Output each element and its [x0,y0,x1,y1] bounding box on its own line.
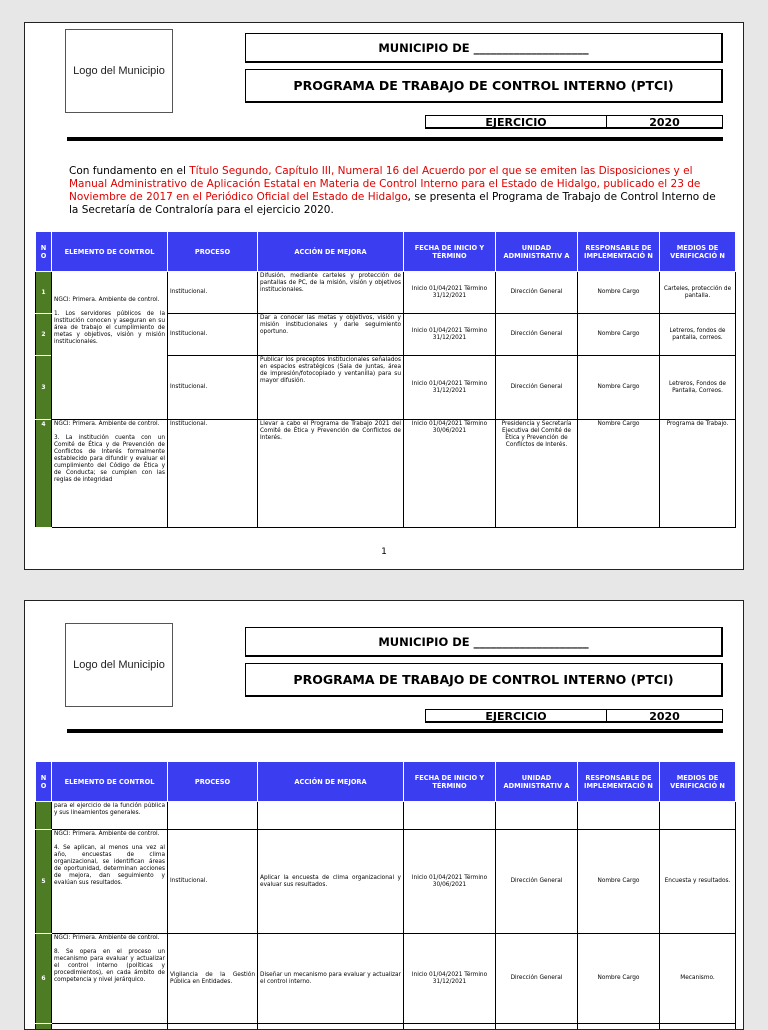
row-fecha: Inicio 01/04/2021 Término 30/06/2021 [404,830,496,934]
row-unidad [496,1024,578,1030]
row-medios: Letreros, Fondos de Pantalla, Correos. [660,356,736,420]
row-unidad: Dirección General [496,272,578,314]
table-header-row [36,762,736,802]
col-header-accion: ACCIÓN DE MEJORA [258,232,404,272]
row-fecha: Inicio 01/04/2021 Término 31/12/2021 [404,934,496,1024]
row-medios [660,1024,736,1030]
row-number: 5 [36,830,52,934]
row-number: 6 [36,934,52,1024]
row-proceso: Vigilancia de la Gestión Pública en Entidades. [168,934,258,1024]
row-responsable: Nombre Cargo [578,934,660,1024]
table-header-row [36,232,736,272]
table-row [36,1024,736,1030]
col-header-medios: MEDIOS DE VERIFICACIÓ N [660,762,736,802]
row-elemento [52,934,168,1024]
row-accion: Llevar a cabo el Programa de Trabajo 2021 del Comité de Ética y Prevención de Conflictos de Interés. [258,420,404,528]
row-accion: Publicar los preceptos Institucionales señalados en espacios estratégicos (Sala de juntas, área de impresión/fotocopiado y ventanilla) para su mayor difusión. [258,356,404,420]
page-number: 1 [25,547,743,557]
col-header-proceso: PROCESO [168,762,258,802]
table-row [36,830,736,934]
municipality-logo-placeholder: Logo del Municipio [65,623,173,707]
col-header-medios: MEDIOS DE VERIFICACIÓ N [660,232,736,272]
row-accion: Aplicar la encuesta de clima organizacional y evaluar sus resultados. [258,830,404,934]
row-responsable: Nombre Cargo [578,272,660,314]
row-fecha [404,802,496,830]
intro-text-2: , se presenta el Programa de Trabajo de Control Interno de la Secretaría de Contraloría para el ejercicio 2020. [69,191,716,216]
col-header-responsable: RESPONSABLE DE IMPLEMENTACIÓ N [578,232,660,272]
page-2 [24,600,744,1030]
ejercicio-label: EJERCICIO [426,710,607,721]
row-number [36,1024,52,1030]
intro-legal-reference: Título Segundo, Capítulo III, Numeral 16 del Acuerdo por el que se emiten las Disposiciones y el Manual Administrativo de Aplicación Estatal en Materia de Control Interno para el Estado de Hidalgo, publicado el 23 de Noviembre de 2017 en el Periódico Oficial del Estado de Hidalgo [69,165,700,203]
row-accion: Difusión, mediante carteles y protección de pantallas de PC, de la misión, visión y objetivos institucionales. [258,272,404,314]
header-rule [67,137,723,141]
table-row [36,420,736,528]
row-fecha: Inicio 01/04/2021 Término 31/12/2021 [404,314,496,356]
row-proceso: Institucional. [168,272,258,314]
elemento-ngci: NGCI: Primera. Ambiente de control. [54,831,165,838]
municipio-title: MUNICIPIO DE ____________________ [245,33,723,63]
elemento-description: 1. Los servidores públicos de la Institución conocen y aseguran en su área de trabajo el cumplimiento de metas y objetivos, visión y misión institucionales. [54,311,165,346]
row-fecha: Inicio 01/04/2021 Término 31/12/2021 [404,272,496,314]
intro-text-1: Con fundamento en el [69,165,189,177]
row-unidad [496,802,578,830]
row-accion: Diseñar un mecanismo para evaluar y actualizar el control interno. [258,934,404,1024]
row-medios [660,802,736,830]
municipio-title: MUNICIPIO DE ____________________ [245,627,723,657]
municipality-logo-placeholder: Logo del Municipio [65,29,173,113]
header-rule [67,729,723,733]
col-header-accion: ACCIÓN DE MEJORA [258,762,404,802]
row-elemento [52,830,168,934]
table-row [36,802,736,830]
row-number [36,802,52,830]
row-number: 2 [36,314,52,356]
row-unidad: Dirección General [496,934,578,1024]
col-header-responsable: RESPONSABLE DE IMPLEMENTACIÓ N [578,762,660,802]
row-fecha [404,1024,496,1030]
row-fecha: Inicio 01/04/2021 Término 30/06/2021 [404,420,496,528]
row-medios: Programa de Trabajo. [660,420,736,528]
col-header-no: N O [36,232,52,272]
row-number: 1 [36,272,52,314]
row-proceso [168,802,258,830]
program-title: PROGRAMA DE TRABAJO DE CONTROL INTERNO (PTCI) [245,663,723,697]
row-unidad: Dirección General [496,830,578,934]
col-header-unidad: UNIDAD ADMINISTRATIV A [496,762,578,802]
col-header-elemento: ELEMENTO DE CONTROL [52,232,168,272]
elemento-description: 8. Se opera en el proceso un mecanismo para evaluar y actualizar el control interno (políticas y procedimientos), en cada ámbito de competencia y nivel jerárquico. [54,949,165,984]
ejercicio-year: 2020 [607,116,722,127]
col-header-fecha: FECHA DE INICIO Y TÉRMINO [404,232,496,272]
row-unidad: Presidencia y Secretaría Ejecutiva del Comité de Ética y Prevención de Conflictos de Interés. [496,420,578,528]
row-unidad: Dirección General [496,314,578,356]
col-header-fecha: FECHA DE INICIO Y TÉRMINO [404,762,496,802]
row-accion [258,1024,404,1030]
row-elemento [52,1024,168,1030]
program-title: PROGRAMA DE TRABAJO DE CONTROL INTERNO (PTCI) [245,69,723,103]
row-responsable [578,1024,660,1030]
col-header-proceso: PROCESO [168,232,258,272]
row-proceso: Institucional. [168,356,258,420]
row-accion [258,802,404,830]
row-elemento-continued: para el ejercicio de la función pública y sus lineamientos generales. [52,802,168,830]
row-responsable: Nombre Cargo [578,314,660,356]
row-elemento [52,420,168,528]
row-proceso: Institucional. [168,420,258,528]
ejercicio-box [425,115,723,129]
elemento-ngci: NGCI: Primera. Ambiente de control. [54,935,165,942]
row-responsable [578,802,660,830]
elemento-ngci: NGCI: Primera. Ambiente de control. [54,297,165,304]
row-responsable: Nombre Cargo [578,356,660,420]
col-header-elemento: ELEMENTO DE CONTROL [52,762,168,802]
row-responsable: Nombre Cargo [578,830,660,934]
page-1 [24,22,744,570]
row-fecha: Inicio 01/04/2021 Término 31/12/2021 [404,356,496,420]
elemento-description: 4. Se aplican, al menos una vez al año, encuestas de clima organizacional, se identifican áreas de oportunidad, determinan acciones de mejora, dan seguimiento y evalúan sus resultados. [54,845,165,887]
elemento-ngci: NGCI: Primera. Ambiente de control. [54,421,165,428]
table-row [36,934,736,1024]
row-medios: Letreros, fondos de pantalla, correos. [660,314,736,356]
row-proceso: Institucional. [168,314,258,356]
intro-paragraph [69,165,721,217]
row-proceso: Institucional. [168,830,258,934]
row-number: 4 [36,420,52,528]
col-header-unidad: UNIDAD ADMINISTRATIV A [496,232,578,272]
elemento-description: 3. La institución cuenta con un Comité de Ética y de Prevención de Conflictos de Interés formalmente establecido para difundir y evaluar el cumplimiento del Código de Ética y de Conducta; se cumplen con las reglas de integridad [54,435,165,484]
row-elemento [52,272,168,420]
row-proceso [168,1024,258,1030]
ptci-table [35,761,736,1030]
ejercicio-year: 2020 [607,710,722,721]
row-medios: Mecanismo. [660,934,736,1024]
row-unidad: Dirección General [496,356,578,420]
row-medios: Carteles, protección de pantalla. [660,272,736,314]
ejercicio-label: EJERCICIO [426,116,607,127]
row-accion: Dar a conocer las metas y objetivos, visión y misión institucionales y darle seguimiento oportuno. [258,314,404,356]
row-number: 3 [36,356,52,420]
row-responsable: Nombre Cargo [578,420,660,528]
table-row [36,272,736,314]
ejercicio-box [425,709,723,723]
row-medios: Encuesta y resultados. [660,830,736,934]
ptci-table [35,231,736,528]
col-header-no: N O [36,762,52,802]
